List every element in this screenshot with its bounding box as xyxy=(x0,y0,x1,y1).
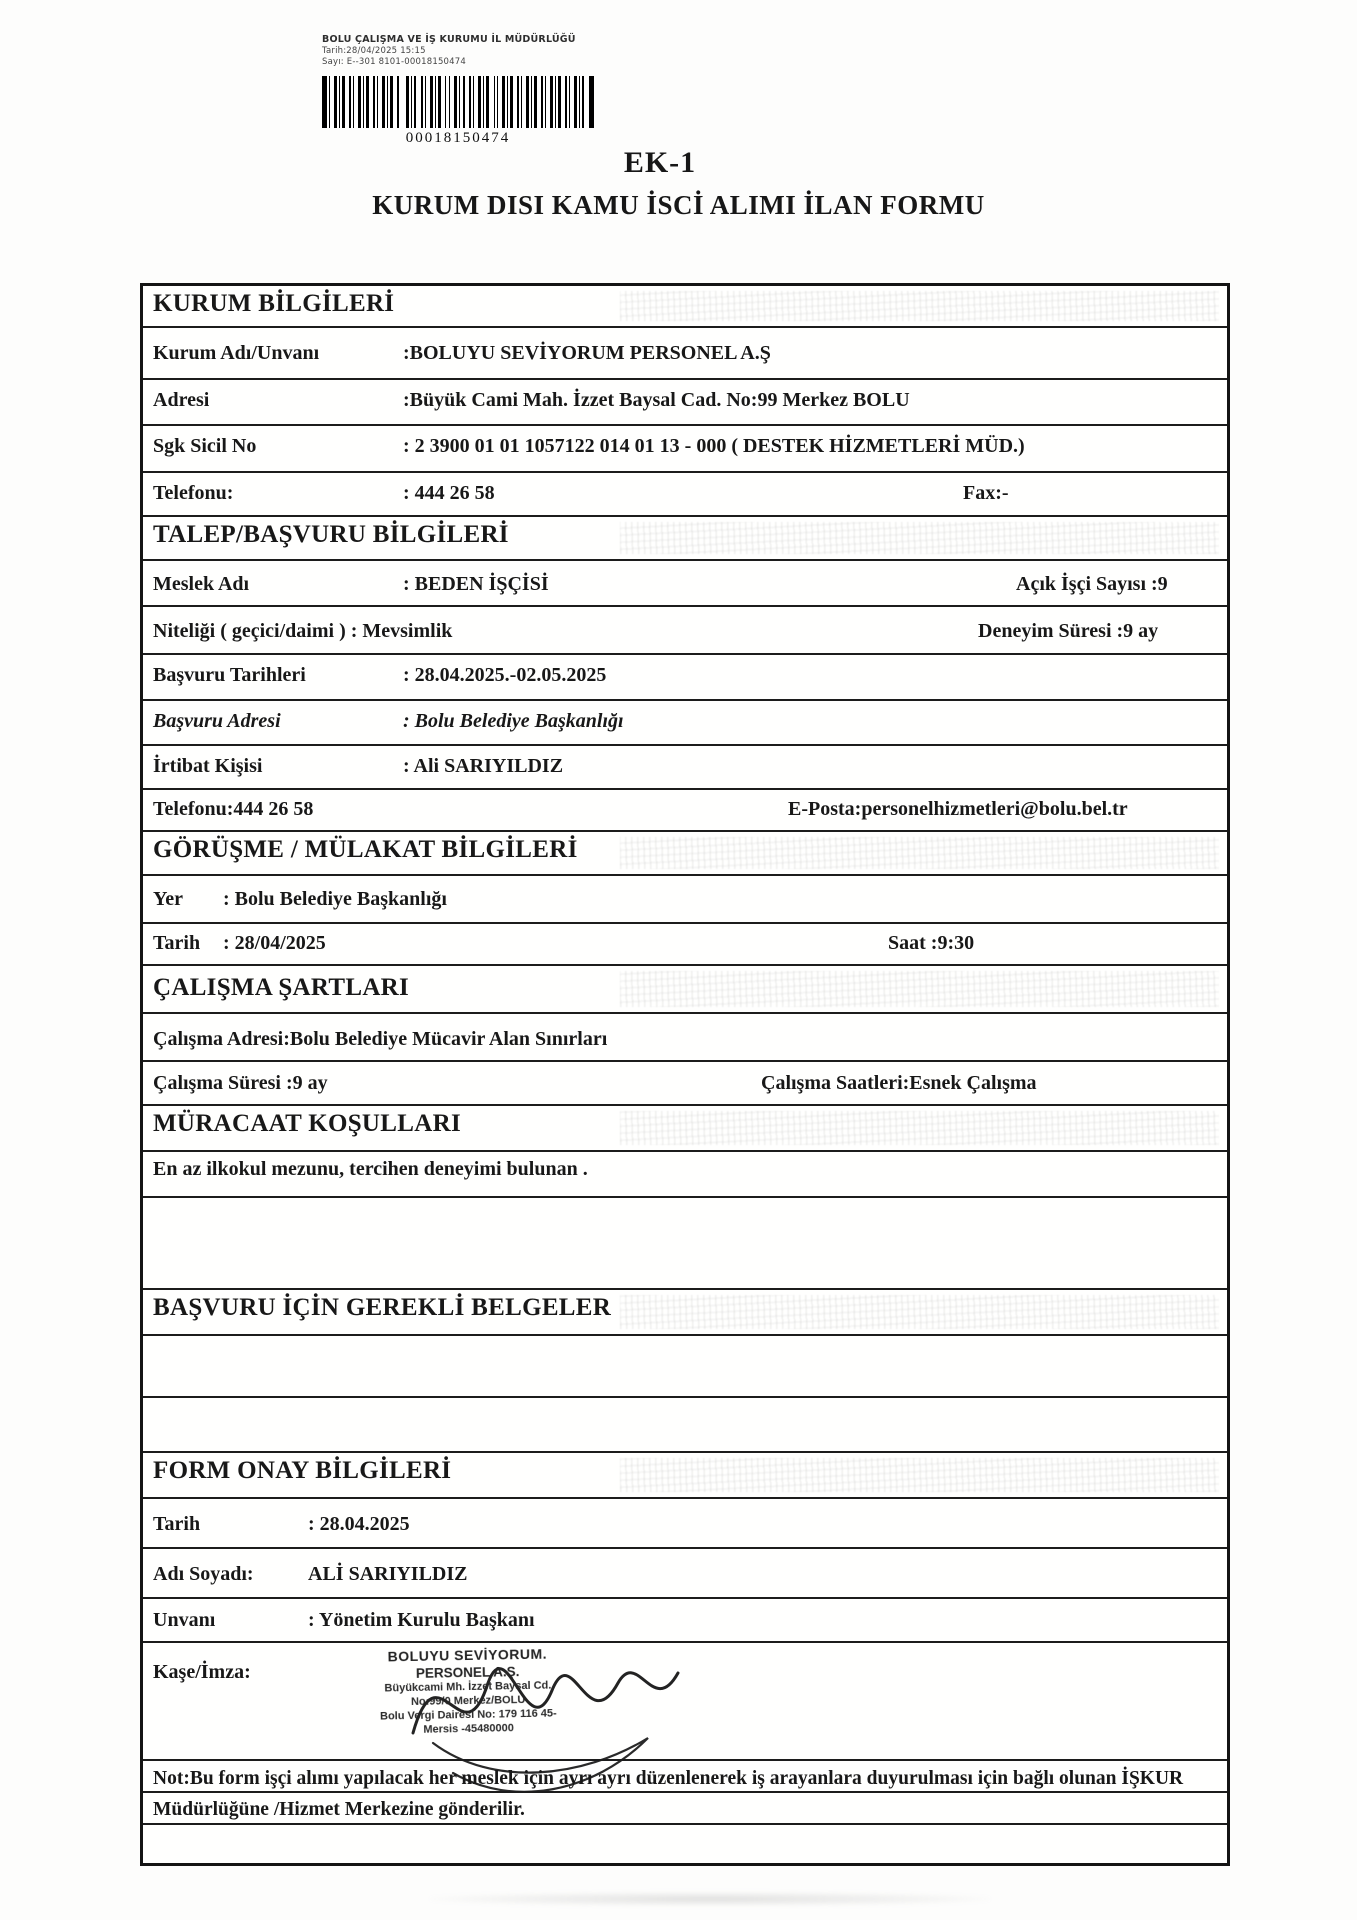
field-value: : BEDEN İŞÇİSİ xyxy=(403,573,549,595)
stamp-line: Büyükcami Mh. İzzet Baysal Cd. xyxy=(384,1679,552,1695)
empty-row xyxy=(143,1196,1227,1288)
field-text: Çalışma Adresi:Bolu Belediye Mücavir Alan Sınırları xyxy=(153,1028,608,1050)
section-title: KURUM BİLGİLERİ xyxy=(153,290,395,317)
section-title: TALEP/BAŞVURU BİLGİLERİ xyxy=(153,521,509,548)
row-irtibat xyxy=(143,744,1227,788)
acik-isci-sayisi: Açık İşçi Sayısı :9 xyxy=(1016,573,1168,595)
saat-value: Saat :9:30 xyxy=(888,932,975,954)
scan-noise xyxy=(620,1458,1219,1492)
field-label: Adı Soyadı: xyxy=(153,1563,254,1585)
section-talep-header xyxy=(143,515,1227,559)
stamp-line: No:99/0 Merkez/BOLU xyxy=(410,1694,526,1709)
field-label: Telefonu: xyxy=(153,482,234,504)
section-title: MÜRACAAT KOŞULLARI xyxy=(153,1110,461,1137)
row-onay-unvan xyxy=(143,1597,1227,1641)
scan-smudge xyxy=(430,1892,990,1906)
row-meslek xyxy=(143,559,1227,605)
field-value: : Ali SARIYILDIZ xyxy=(403,755,564,777)
section-title: BAŞVURU İÇİN GEREKLİ BELGELER xyxy=(153,1294,612,1321)
field-label: Tarih xyxy=(153,932,201,954)
letterhead-sayi: Sayı: E--301 8101-00018150474 xyxy=(322,57,466,68)
stamp-line: Bolu Vergi Dairesi No: 179 116 45- xyxy=(379,1707,557,1723)
row-muracaat-text xyxy=(143,1150,1227,1196)
field-label: Unvanı xyxy=(153,1609,216,1631)
section-muracaat-header xyxy=(143,1104,1227,1150)
note-text: Not:Bu form işçi alımı yapılacak her meslek için ayrı ayrı düzenlenerek iş arayanlara duyurulması için bağlı olunan İŞKUR Müdürlüğüne /Hizmet Merkezine gönderilir. xyxy=(153,1768,1184,1820)
field-label: Tarih xyxy=(153,1513,201,1535)
section-title: GÖRÜŞME / MÜLAKAT BİLGİLERİ xyxy=(153,836,578,863)
row-calisma-suresi xyxy=(143,1060,1227,1104)
row-onay-adsoyad xyxy=(143,1547,1227,1597)
row-nitelik xyxy=(143,605,1227,653)
section-title: ÇALIŞMA ŞARTLARI xyxy=(153,974,410,1001)
field-value: :BOLUYU SEVİYORUM PERSONEL A.Ş xyxy=(403,342,771,364)
telefon-value: Telefonu:444 26 58 xyxy=(153,798,314,820)
empty-row xyxy=(143,1823,1227,1863)
form-table xyxy=(140,283,1230,1866)
field-label: İrtibat Kişisi xyxy=(153,755,263,777)
empty-row xyxy=(143,1396,1227,1451)
row-kurum-telefon xyxy=(143,471,1227,515)
field-value: :Büyük Cami Mah. İzzet Baysal Cad. No:99 Merkez BOLU xyxy=(403,389,910,411)
field-label: Sgk Sicil No xyxy=(153,435,257,457)
barcode-number: 00018150474 xyxy=(405,130,511,146)
eposta-value: E-Posta:personelhizmetleri@bolu.bel.tr xyxy=(788,798,1128,820)
field-value: : 2 3900 01 01 1057122 014 01 13 - 000 ( DESTEK HİZMETLERİ MÜD.) xyxy=(403,435,1025,457)
barcode xyxy=(322,76,594,128)
empty-row xyxy=(143,1334,1227,1396)
section-title: FORM ONAY BİLGİLERİ xyxy=(153,1457,452,1484)
field-label: Yer xyxy=(153,888,183,910)
field-value: : 28/04/2025 xyxy=(223,932,326,954)
row-yer xyxy=(143,874,1227,922)
field-value: : 28.04.2025 xyxy=(308,1513,410,1535)
row-onay-tarih xyxy=(143,1497,1227,1547)
field-label: Adresi xyxy=(153,389,210,411)
letterhead-org: BOLU ÇALIŞMA VE İŞ KURUMU İL MÜDÜRLÜĞÜ xyxy=(322,34,576,45)
row-kurum-adres xyxy=(143,378,1227,424)
field-text: Çalışma Süresi :9 ay xyxy=(153,1072,328,1094)
row-basvuru-tarihleri xyxy=(143,653,1227,699)
field-label: Meslek Adı xyxy=(153,573,250,595)
section-belgeler-header xyxy=(143,1288,1227,1334)
scan-noise xyxy=(620,522,1219,554)
field-value: : 28.04.2025.-02.05.2025 xyxy=(403,664,607,686)
letterhead-date: Tarih:28/04/2025 15:15 xyxy=(322,46,426,57)
scan-noise xyxy=(620,1111,1219,1145)
field-value: : Bolu Belediye Başkanlığı xyxy=(403,710,624,732)
row-tarih-saat xyxy=(143,922,1227,964)
stamp-line: PERSONEL A.Ş. xyxy=(415,1663,520,1681)
scan-noise xyxy=(620,837,1219,869)
fax-value: Fax:- xyxy=(963,482,1009,504)
field-label: Kaşe/İmza: xyxy=(153,1661,251,1683)
annex-title: EK-1 xyxy=(623,146,697,179)
form-title: KURUM DISI KAMU İSCİ ALIMI İLAN FORMU xyxy=(372,190,985,220)
section-calisma-header xyxy=(143,964,1227,1012)
field-text: Niteliği ( geçici/daimi ) : Mevsimlik xyxy=(153,620,453,642)
field-value: ALİ SARIYILDIZ xyxy=(308,1563,468,1585)
row-kurum-sgk xyxy=(143,424,1227,471)
row-calisma-adresi xyxy=(143,1012,1227,1060)
field-label: Kurum Adı/Unvanı xyxy=(153,342,320,364)
scan-noise xyxy=(620,1295,1219,1329)
field-label: Başvuru Tarihleri xyxy=(153,664,306,686)
stamp-line: Mersis -45480000 xyxy=(423,1721,514,1736)
deneyim-suresi: Deneyim Süresi :9 ay xyxy=(978,620,1159,642)
row-note xyxy=(143,1759,1227,1823)
section-gorusme-header xyxy=(143,830,1227,874)
row-kase-imza xyxy=(143,1641,1227,1759)
row-kurum-adi xyxy=(143,326,1227,378)
field-label: Başvuru Adresi xyxy=(153,710,281,732)
field-value: : Yönetim Kurulu Başkanı xyxy=(308,1609,535,1631)
section-kurum-header xyxy=(143,286,1227,326)
section-onay-header xyxy=(143,1451,1227,1497)
row-telefon-eposta xyxy=(143,788,1227,830)
field-value: : 444 26 58 xyxy=(403,482,495,504)
calisma-saatleri: Çalışma Saatleri:Esnek Çalışma xyxy=(761,1072,1037,1094)
letterhead xyxy=(322,34,576,68)
field-text: En az ilkokul mezunu, tercihen deneyimi bulunan . xyxy=(153,1158,588,1180)
stamp-line: BOLUYU SEVİYORUM. xyxy=(387,1645,548,1665)
row-basvuru-adresi xyxy=(143,699,1227,744)
field-value: : Bolu Belediye Başkanlığı xyxy=(223,888,447,910)
scan-noise xyxy=(620,291,1219,321)
company-stamp xyxy=(302,1644,634,1739)
scan-noise xyxy=(620,971,1219,1007)
